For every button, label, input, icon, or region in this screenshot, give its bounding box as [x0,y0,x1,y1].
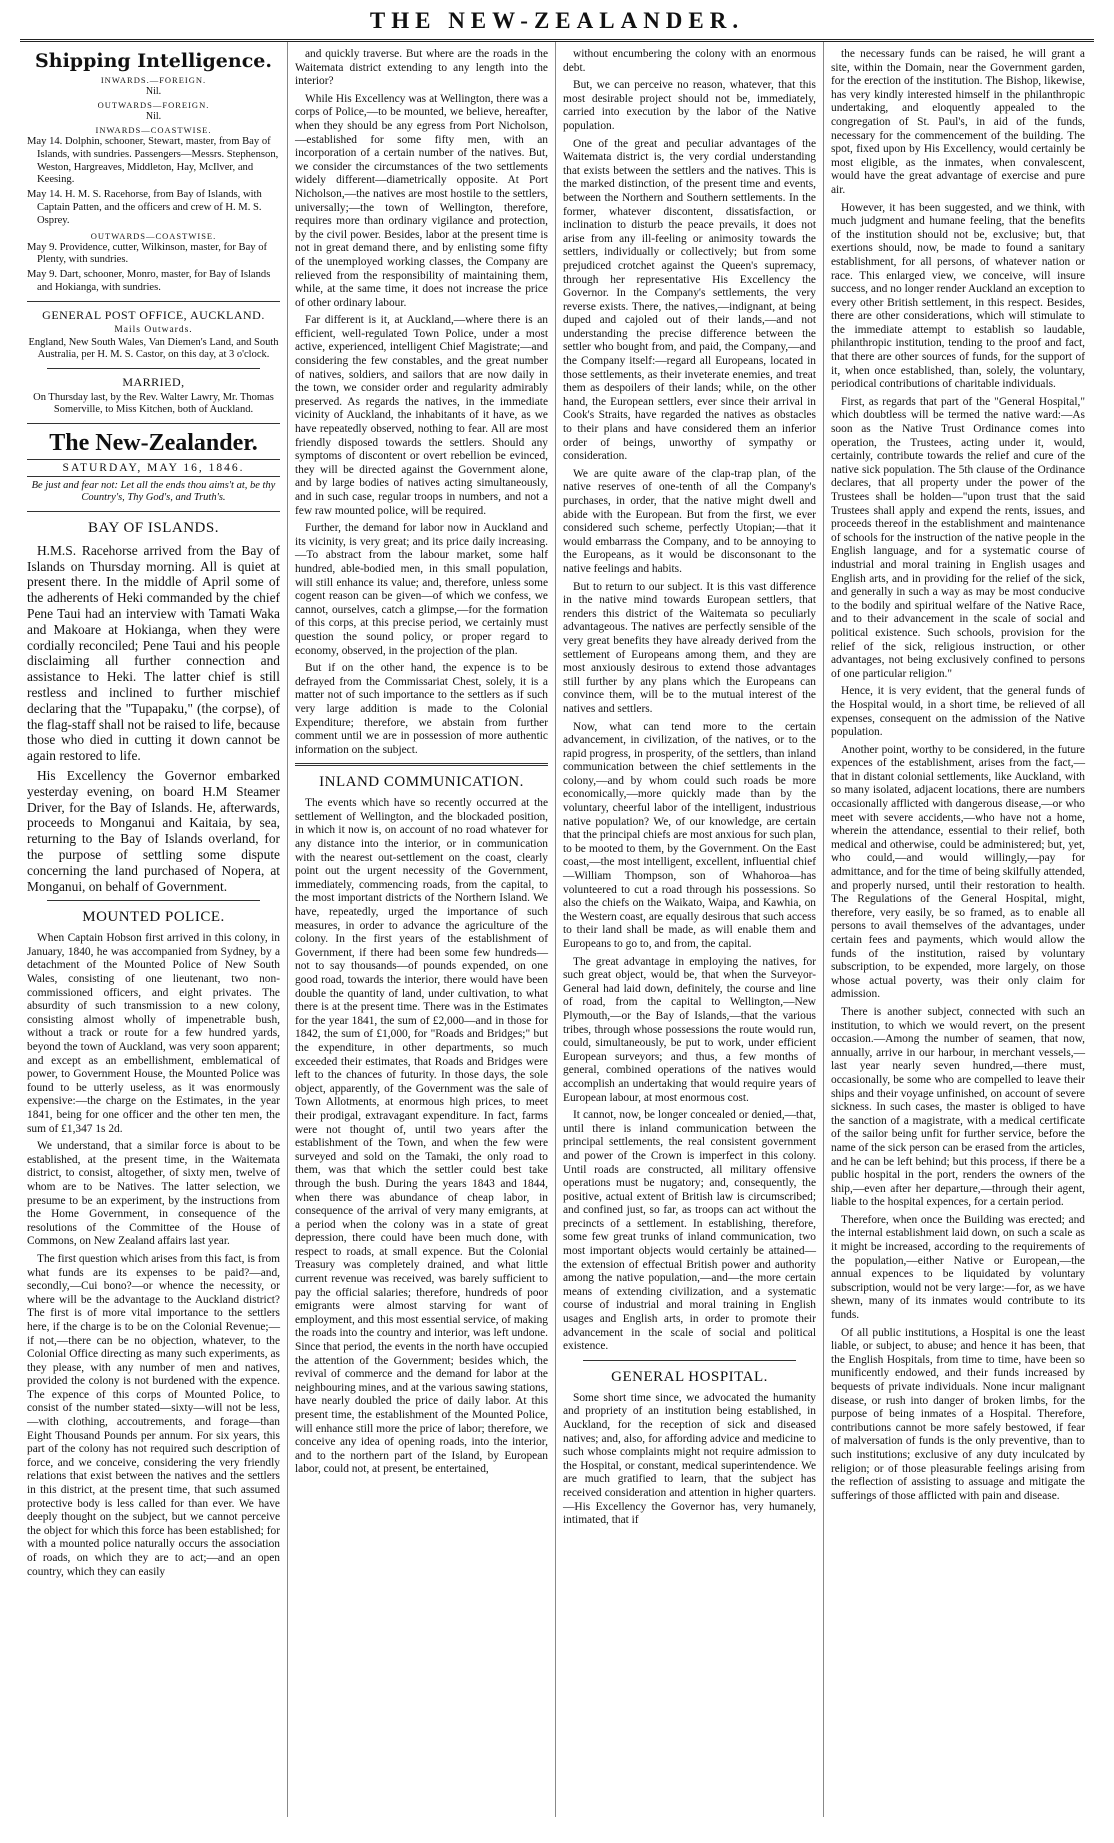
article-paragraph: One of the great and peculiar advantages of the Waitemata district is, the very cordial understanding that exists between the settlers and the natives. This is the marked distinction, of the present time and events, between the Northern and Southern settlements. In the former, whatever discontent, dissatisfaction, or inclination to disturb the peace prevails, it does not arise from any ill-feeling or animosity towards the settlers, individually or collectively; but from some prejudiced crotchet against the Queen's supremacy, through her representative His Excellency the Governor. In the Company's settlements, the very reverse exists. There, the natives,—indignant, at being duped and cajoled out of their lands,—and not understanding the precise difference between the settler who bought from, and paid, the Company,—and the Company itself:—regard all Europeans, located in those settlements, as their inveterate enemies, and treat them as despoilers of their lands; while, on the other hand, the European settlers, ever since their arrival in Cook's Straits, have regarded the natives as obstacles to their plans and have considered them an inferior order of beings, unworthy of sympathy or consideration. [563,137,816,463]
article-paragraph: But, we can perceive no reason, whatever, that this most desirable project should not be, immediately, carried into execution by the labor of the Native population. [563,79,816,132]
article-paragraph: We are quite aware of the clap-trap plan, of the native reserves of one-tenth of all the Company's purchases, in order, that the native might dwell and abide with the European. But from the first, we ever considered such scheme, perfectly Utopian;—that it would embarrass the Company, and to be annoying to the Europeans, as it would be disconsonant to the native feelings and habits. [563,467,816,575]
article-paragraph: The events which have so recently occurred at the settlement of Wellington, and the blockaded position, in which it now is, on account of no road whatever for any distance into the interior, or in communication with the nearest out-settlement on the coast, clearly point out the urgent necessity of the Government, immediately, commencing roads, from the capital, to the most important districts of the Northern Island. We have, repeatedly, urged the importance of such measures, in order to advance the agriculture of the colony. In the first years of the establishment of Government, if there had been some few hundreds—not to say thousands—of pounds expended, on one good road, towards the interior, there would have been double the quantity of land, under cultivation, to what there is at the present time. There was in the Estimates for the year 1841, the sum of £2,000—and in those for 1842, the sum of £1,000, for "Roads and Bridges;" but the expenditure, in other departments, so much exceeded their estimates, that Roads and Bridges were left to the chances of futurity. In those days, the sole object, apparently, of the Government was the sale of Town Allotments, at enormous high prices, to meet their prodigal, extravagant expenditure. In fact, farms were not thought of, until two years after the establishment of the Town, and when the few were surveyed and sold on the Tamaki, the only road to them, was that which the settler could best take through the bush. During the years 1843 and 1844, when there was abundance of cheap labor, in consequence of the arrival of very many emigrants, at a period when the colony was in a state of great depression, there could have been much done, with respect to roads, at small expence. But the Colonial Treasury was completely drained, and what little current revenue was received, was barely sufficient to pay the official salaries; therefore, hundreds of poor emigrants were almost starving for want of employment, and this most essential service, of making the roads into the country and interior, was left undone. Since that period, the events in the north have occupied the attention of the Government; besides which, the revival of commerce and the demand for labor at the neighbouring mines, and at the various sawing stations, have nearly doubled the price of daily labor. At this present time, the establishment of the Mounted Police, will enhance still more the price of labor; therefore, we conceive any idea of opening roads, into the interior, and to the northern part of the Island, by European labor, could not, at present, be entertained, [295,797,548,1476]
married-title: MARRIED, [122,374,185,389]
mounted-police-title: MOUNTED POLICE. [82,909,225,926]
article-paragraph: Of all public institutions, a Hospital is one the least liable, or subject, to abuse; and hence it has been, that the English Hospitals, from time to time, have been so munificently endowed, and their funds increased by bequests of private individuals. None incur malignant disease, or rush into danger of broken limbs, for the purpose of being inmates of a Hospital. Therefore, contributions cannot be more safely bestowed, if fear of malversation of funds is the only preventive, than to such institutions; exclusive of any duty inculcated by religion; or of those pleasurable feelings arising from the reflection of assisting to assuage and mitigate the sufferings of those afflicted with pain and disease. [831,1326,1085,1502]
gpo-title: GENERAL POST OFFICE, AUCKLAND. [42,307,265,322]
divider [47,900,260,901]
inwards-foreign-value: Nil. [145,86,162,97]
article-paragraph: Far different is it, at Auckland,—where there is an efficient, well-regulated Town Police, under a most active, experienced, intelligent Chief Magistrate;—and considering the few constables, and the great number of natives, soldiers, and sailors that are now daily in the town, we consider order and regularity admirably preserved. As regards the natives, in the immediate vicinity of Auckland, the inhabitants of it have, as we have repeatedly observed, nothing to fear. All are most friendly disposed towards the settlers. Should any symptoms of discontent or overt rebellion be evinced, they will be directed against the Government alone, and by large bodies of natives acting simultaneously, and in such case, regular troops in numbers, and not a few raw mounted police, will be required. [295,314,548,517]
outwards-foreign-label: OUTWARDS—FOREIGN. [97,100,210,110]
article-paragraph: Further, the demand for labor now in Auckland and its vicinity, is very great; and its price daily increasing.—To abstract from the labour market, some half hundred, able-bodied men, in this small population, will still enhance its value; and, therefore, unless some cogent reason can be given—of which we confess, we cannot, ourselves, catch a glimpse,—for the formation of this corps, at this precise period, we certainly must question the sound policy, or proper regard to economy, observed, in the projection of the plan. [295,522,548,657]
gpo-text: England, New South Wales, Van Diemen's Land, and South Australia, per H. M. S. Castor, on this day, at 3 o'clock. [28,336,279,361]
article-paragraph: Hence, it is very evident, that the general funds of the Hospital would, in a short time, be relieved of all expenses, consequent on the admission of the Native population. [831,685,1085,739]
column-2 [288,42,556,1817]
motto: Be just and fear not: Let all the ends thou aims't at, be thy Country's, Thy God's, and Truth's. [31,479,276,504]
dateline: SATURDAY, MAY 16, 1846. [27,459,280,477]
article-paragraph: It cannot, now, be longer concealed or denied,—that, until there is inland communication between the principal settlements, the real consistent government and power of the Crown is imperfect in this colony. Until roads are constructed, all military offensive operations must be nugatory; and, consequently, the positive, actual extent of British law is circumscribed; and confined just, so far, as troops can act without the precincts of a settlement. In establishing, therefore, some few great trunks of inland communication, two most important objects would certainly be attained—the extension of effectual British power and authority among the native population,—and—the more certain means of extending civilization, and a systematic course of industrial and moral training in English usages and English arts, in order to promote their advancement in the scale of social and political existence. [563,1109,816,1353]
divider [295,763,548,766]
bay-of-islands-title: BAY OF ISLANDS. [87,519,219,536]
divider [27,511,280,512]
general-hospital-title: GENERAL HOSPITAL. [611,1368,768,1385]
inland-communication-title: INLAND COMMUNICATION. [319,774,524,791]
ship-entry: May 9. Providence, cutter, Wilkinson, master, for Bay of Plenty, with sundries. [27,241,268,266]
article-paragraph: and quickly traverse. But where are the roads in the Waitemata district extending to any length into the interior? [295,48,548,88]
ship-entry: May 14. H. M. S. Racehorse, from Bay of Islands, with Captain Patten, and the officers and crew of H. M. S. Osprey. [27,189,262,226]
divider [583,1360,796,1361]
outwards-coastwise-label: OUTWARDS—COASTWISE. [90,230,217,241]
article-paragraph: H.M.S. Racehorse arrived from the Bay of Islands on Thursday morning. All is quiet at present there. In the middle of April some of the adherents of Heki commanded by the chief Pene Taui had an interview with Tamati Waka and Makoare at Hokianga, when they were cordially reconciled; Pene Taui and his people disclaiming all further connection and assistance to Heki. The latter chief is still restless and inclined to further mischief declaring that the "Tupapaku," (the corpse), of the flag-staff shall not be raised to life, because those who died in cutting it down cannot be again restored to life. [27,542,280,764]
columns [20,42,1094,1817]
paper-title: The New-Zealander. [49,429,258,456]
outwards-foreign-value: Nil. [145,111,162,122]
column-3 [556,42,824,1817]
gpo-subtitle: Mails Outwards. [114,324,193,335]
article-paragraph: But if on the other hand, the expence is to be defrayed from the Commissariat Chest, solely, it is a matter not of such importance to the settlers as if such very large addition is made to the Colonial Expenditure; therefore, we abstain from further comment until we are in possession of more authentic information on the subject. [295,662,548,756]
article-paragraph: the necessary funds can be raised, he will grant a site, within the Domain, near the Government garden, for the erection of the institution. The Bishop, likewise, has very kindly interested himself in the philanthropic undertaking, and eloquently appealed to the congregation of St. Paul's, in aid of the funds, necessary for the commencement of the building. The spot, fixed upon by His Excellency, would certainly be most eligible, as the inmates, when convalescent, would have the great advantage of exercise and pure air. [831,48,1085,196]
article-paragraph: While His Excellency was at Wellington, there was a corps of Police,—to be mounted, we believe, hereafter, when they should be any egress from Port Nicholson,—established for some fifty men, with an incorporation of a certain number of the natives. But, we consider the circumstances of the two settlements widely different—diametrically opposite. At Port Nicholson,—the natives are most hostile to the settlers, universally;—the town of Wellington, therefore, requires more than ordinary vigilance and protection, by the civil power. Besides, labor at the present time is not in great demand there, and by enlisting some fifty of the unemployed working classes, the Company are relieved from the responsibility of maintaining them, while, at the same time, it does not increase the price of other ordinary labour. [295,92,548,309]
divider [47,368,260,369]
inwards-foreign-label: INWARDS.—FOREIGN. [100,75,207,85]
column-1 [20,42,288,1817]
ship-entry: May 9. Dart, schooner, Monro, master, for Bay of Islands and Hokianga, with sundries. [27,269,271,293]
article-paragraph: without encumbering the colony with an enormous debt. [563,48,816,74]
shipping-title: Shipping Intelligence. [35,50,272,72]
article-paragraph: Now, what can tend more to the certain advancement, in civilization, of the natives, or to the rapid progress, in prosperity, of the settlers, than inland communication between the chief settlements in the colony,—and by whom could such roads be more economically,—more quickly made than by the voluntary, cheerful labor of the intelligent, industrious native population? We, of our knowledge, are certain that the principal chiefs are most anxious for such plan, to be mooted to them, by the Government. On the East coast,—the most intelligent, excellent, influential chief—William Thompson, son of Whahoroa—has volunteered to cut a road through his possessions. So also the chiefs on the Waikato, Waipa, and Kawhia, on the Western coast, are equally desirous that such access to their land shall be made, as will enable them and Europeans to go to, and from, the capital. [563,720,816,950]
article-paragraph: We understand, that a similar force is about to be established, at the present time, in the Waitemata district, to consist, altogether, of sixty men, twelve of whom are to be Natives. The latter selection, we presume to be an experiment, by the instructions from the Home Government, in consequence of the resolutions of the Committee of the House of Commons, on New Zealand affairs last year. [27,1140,280,1248]
masthead: THE NEW-ZEALANDER. [20,0,1094,42]
article-paragraph: There is another subject, connected with such an institution, to which we would revert, on the present occasion.—Among the number of seamen, that now, annually, arrive in our harbour, in merchant vessels,—last year nearly seven hundred,—there must, occasionally, be some who are compelled to leave their ships and their voyage unfinished, on account of severe sickness. In such cases, the master is obliged to have the sanction of a magistrate, with a medical certificate of the sailor being unfit for further service, before the name of the sick person can be erased from the articles, and he can be left behind; but this process, if there be a public hospital in the port, renders the owners of the ship,—even after her departure,—through their agent, liable to the hospital expences, for a certain period. [831,1005,1085,1209]
article-paragraph: The first question which arises from this fact, is from what funds are its expenses to be paid?—and, secondly,—Cui bono?—or whence the necessity, or where will be the advantage to the Auckland district? The first is of more vital importance to the settlers here, if the charge is to be on the Colonial Revenue;—if not,—there can be no objection, whatever, to the Colonial Office directing as many such experiments, as they please, with any number of men and natives, provided the colony is not burdened with the expence. The expence of this corps of Mounted Police, to consist of the number stated—sixty—will not be less,—with clothing, accoutrements, and forage—than Eight Thousand Pounds per annum. For six years, this part of the colony has not required such description of force, and we conceive, considering the very friendly relations that exist between the natives and the settlers in this district, at the present time, that such assumed protective body is less called for than ever. We have deeply thought on the subject, but we cannot perceive the object for which this force has been established; for with a mounted police naturally occurs the association of roads, on which they are to act;—and an open country, which they can easily [27,1252,280,1578]
article-paragraph: Another point, worthy to be considered, in the future expences of the establishment, arises from the fact,—that in distant colonial settlements, like Auckland, with so many isolated, adjacent locations, there are numbers occasionally afflicted with dangerous disease,—or who meet with severe accidents,—who have not a home, wherein the attendance, essential to their relief, both medical and otherwise, could be administered; but, yet, who could,—and would willingly,—pay for admittance, and for the time of being skilfully attended, and properly nursed, until their restoration to health. The Regulations of the General Hospital, might, therefore, very easily, be so framed, as to enable all persons to avail themselves of the advantages, under certain fees and payments, which would allow the funds of the institution, raised by voluntary subscription, to be expended, more largely, on those whose actual poverty, was their only claim for admission. [831,743,1085,1001]
ship-entry: May 14. Dolphin, schooner, Stewart, master, from Bay of Islands, with sundries. Passengers—Messrs. Stephenson, Weston, Hargreaves, Middleton, Hay, McIlver, and Keesing. [27,136,279,186]
article-paragraph: Therefore, when once the Building was erected; and the internal establishment laid down, on such a scale as it might be increased, according to the requirements of the population,—either Native or European,—the annual expences to be liquidated by voluntary subscription, would not be very large:—for, as we have shewn, many of its inmates would contribute to its funds. [831,1213,1085,1322]
article-paragraph: When Captain Hobson first arrived in this colony, in January, 1840, he was accompanied from Sydney, by a detachment of the Mounted Police of New South Wales, consisting of one lieutenant, two non-commissioned officers, and eight privates. The absurdity of such transmission to a new colony, consisting almost wholly of impenetrable bush, without a track or route for a few hundred yards, beyond the town of Auckland, was very soon apparent; and except as an embellishment, emblematical of power, to Government House, the Mounted Police was found to be utterly useless, as it was enormously expensive:—the charge on the Estimates, in the year 1841, being for one officer and the other ten men, the sum of £1,347 1s 2d. [27,932,280,1135]
article-paragraph: His Excellency the Governor embarked yesterday evening, on board H.M Steamer Driver, for the Bay of Islands. He, afterwards, proceeds to Monganui and Kaitaia, by sea, returning to the Bay of Islands overland, for the purpose of settling some dispute concerning the land purchased of Nopera, at Monganui, on behalf of Government. [27,767,280,894]
divider [27,423,280,424]
article-paragraph: Some short time since, we advocated the humanity and propriety of an institution being established, in Auckland, for the reception of sick and diseased natives; and, also, for affording advice and medicine to such whose complaints might not require admission to the Hospital, or constant, medical superintendence. We are much gratified to learn, that the subject has received consideration and attention in higher quarters.—His Excellency the Governor has, very humanely, intimated, that if [563,1391,816,1527]
divider [27,301,280,302]
article-paragraph: However, it has been suggested, and we think, with much judgment and humane feeling, that the benefits of the institution should not be, exclusive; but, that exertions should, now, be made to found a sanitary establishment, for all persons, of whatever nation or race. This enlarged view, we conceive, will insure success, and no longer render Auckland an exception to every other British settlement, in this respect. Besides, there are other considerations, which will stimulate to the immediate attempt to establish so laudable, philanthropic institution, tending to the proof and fact, that there are other sources of funds, for the support of it, when once established, than, solely, the voluntary, periodical contributions of charitable individuals. [831,201,1085,391]
column-4 [824,42,1092,1817]
article-paragraph: First, as regards that part of the "General Hospital," which doubtless will be termed the native ward:—As soon as the Native Trust Ordinance comes into operation, the Trustees, acting under it, would, certainly, contribute towards the relief and cure of the native sick population. The 5th clause of the Ordinance declares, that all property under the power of the Trustees shall be holden—"upon trust that the said Trustees shall apply and expend the rents, issues, and proceeds thereof in the establishment and maintenance of schools for the instruction of the native people in the English language, and for a systematic course of industrial and moral training in English usages and English arts, and in providing for the relief of the sick, and generally in such a way as may be most conducive to the bodily and spiritual welfare of the Native Race, and to their advancement in the scale of social and political existence. Such schools, provision for the relief of the sick, religious instruction, or other advantages, not being exclusively confined to persons of one particular religion." [831,395,1085,680]
article-paragraph: But to return to our subject. It is this vast difference in the native mind towards European settlers, that renders this district of the Waitemata so peculiarly advantageous. The natives are perfectly sensible of the very great benefits they have already derived from the settlement of Europeans among them, and they are most anxiously desirous to extend those advantages still further by any plans which the Europeans can convince them, will be to the mutual interest of the natives and settlers. [563,580,816,715]
married-text: On Thursday last, by the Rev. Walter Lawry, Mr. Thomas Somerville, to Miss Kitchen, both of Auckland. [33,391,274,416]
inwards-coastwise-label: INWARDS—COASTWISE. [95,125,212,135]
article-paragraph: The great advantage in employing the natives, for such great object, would be, that when the Surveyor-General had laid down, definitely, the course and line of road, from the capital to Wellington,—New Plymouth,—or the Bay of Islands,—that the various tribes, through whose possessions the route would run, could, simultaneously, be put to work, under efficient European surveyors; and thus, a few months of general, combined operations of the natives would accomplish an undertaking that would require years of European labour, at most enormous cost. [563,955,816,1104]
